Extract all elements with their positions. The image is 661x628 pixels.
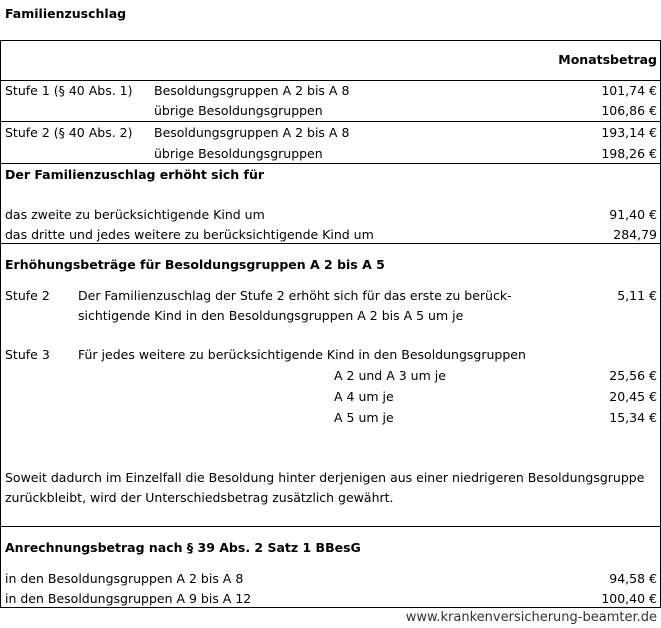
anrechnung-heading: Anrechnungsbetrag nach § 39 Abs. 2 Satz 1 BBesG — [5, 540, 361, 555]
stufe1-amount: 106,86 € — [601, 103, 657, 118]
page-title: Familienzuschlag — [5, 6, 127, 21]
footer-url: www.krankenversicherung-beamter.de — [405, 610, 657, 625]
anrechnung-row-text: in den Besoldungsgruppen A 9 bis A 12 — [5, 591, 252, 606]
erhoehung-row-amount: 91,40 € — [609, 207, 657, 222]
stufe2-group: übrige Besoldungsgruppen — [154, 146, 323, 161]
eb-stufe3-label: Stufe 3 — [5, 347, 50, 362]
eb-stufe3-group: A 4 um je — [334, 389, 394, 404]
erhoehung-row-text: das zweite zu berücksichtigende Kind um — [5, 207, 265, 222]
erhoehung-heading: Der Familienzuschlag erhöht sich für — [5, 167, 265, 182]
eb-stufe2-text: Der Familienzuschlag der Stufe 2 erhöht sich für das erste zu berück- — [78, 288, 512, 303]
eb-stufe3-text: Für jedes weitere zu berücksichtigende Kind in den Besoldungsgruppen — [78, 347, 526, 362]
stufe2-label: Stufe 2 (§ 40 Abs. 2) — [5, 125, 133, 140]
eb-stufe2-label: Stufe 2 — [5, 288, 50, 303]
stufe1-amount: 101,74 € — [601, 83, 657, 98]
eb-stufe3-group: A 5 um je — [334, 410, 394, 425]
stufe1-group: Besoldungsgruppen A 2 bis A 8 — [154, 83, 350, 98]
erhoehungsbetraege-heading: Erhöhungsbeträge für Besoldungsgruppen A 2 bis A 5 — [5, 257, 385, 272]
eb-note: Soweit dadurch im Einzelfall die Besoldung hinter derjenigen aus einer niedrigeren Besoldungsgruppe — [5, 470, 645, 485]
erhoehung-row-text: das dritte und jedes weitere zu berücksichtigende Kind um — [5, 227, 374, 242]
divider — [0, 121, 661, 122]
stufe2-amount: 198,26 € — [601, 146, 657, 161]
eb-stufe3-amount: 15,34 € — [609, 410, 657, 425]
divider — [0, 80, 661, 81]
column-header-monatsbetrag: Monatsbetrag — [558, 52, 657, 67]
divider — [0, 526, 661, 527]
eb-stufe2-amount: 5,11 € — [617, 288, 657, 303]
anrechnung-row-amount: 94,58 € — [609, 571, 657, 586]
stufe2-amount: 193,14 € — [601, 125, 657, 140]
erhoehung-row-amount: 284,79 — [613, 227, 657, 242]
anrechnung-row-amount: 100,40 € — [601, 591, 657, 606]
stufe2-group: Besoldungsgruppen A 2 bis A 8 — [154, 125, 350, 140]
eb-stufe2-text: sichtigende Kind in den Besoldungsgruppen A 2 bis A 5 um je — [78, 308, 464, 323]
eb-stufe3-group: A 2 und A 3 um je — [334, 368, 446, 383]
stufe1-label: Stufe 1 (§ 40 Abs. 1) — [5, 83, 133, 98]
divider — [0, 243, 661, 244]
eb-note: zurückbleibt, wird der Unterschiedsbetrag zusätzlich gewährt. — [5, 490, 394, 505]
eb-stufe3-amount: 20,45 € — [609, 389, 657, 404]
anrechnung-row-text: in den Besoldungsgruppen A 2 bis A 8 — [5, 571, 244, 586]
stufe1-group: übrige Besoldungsgruppen — [154, 103, 323, 118]
divider — [0, 163, 661, 164]
eb-stufe3-amount: 25,56 € — [609, 368, 657, 383]
